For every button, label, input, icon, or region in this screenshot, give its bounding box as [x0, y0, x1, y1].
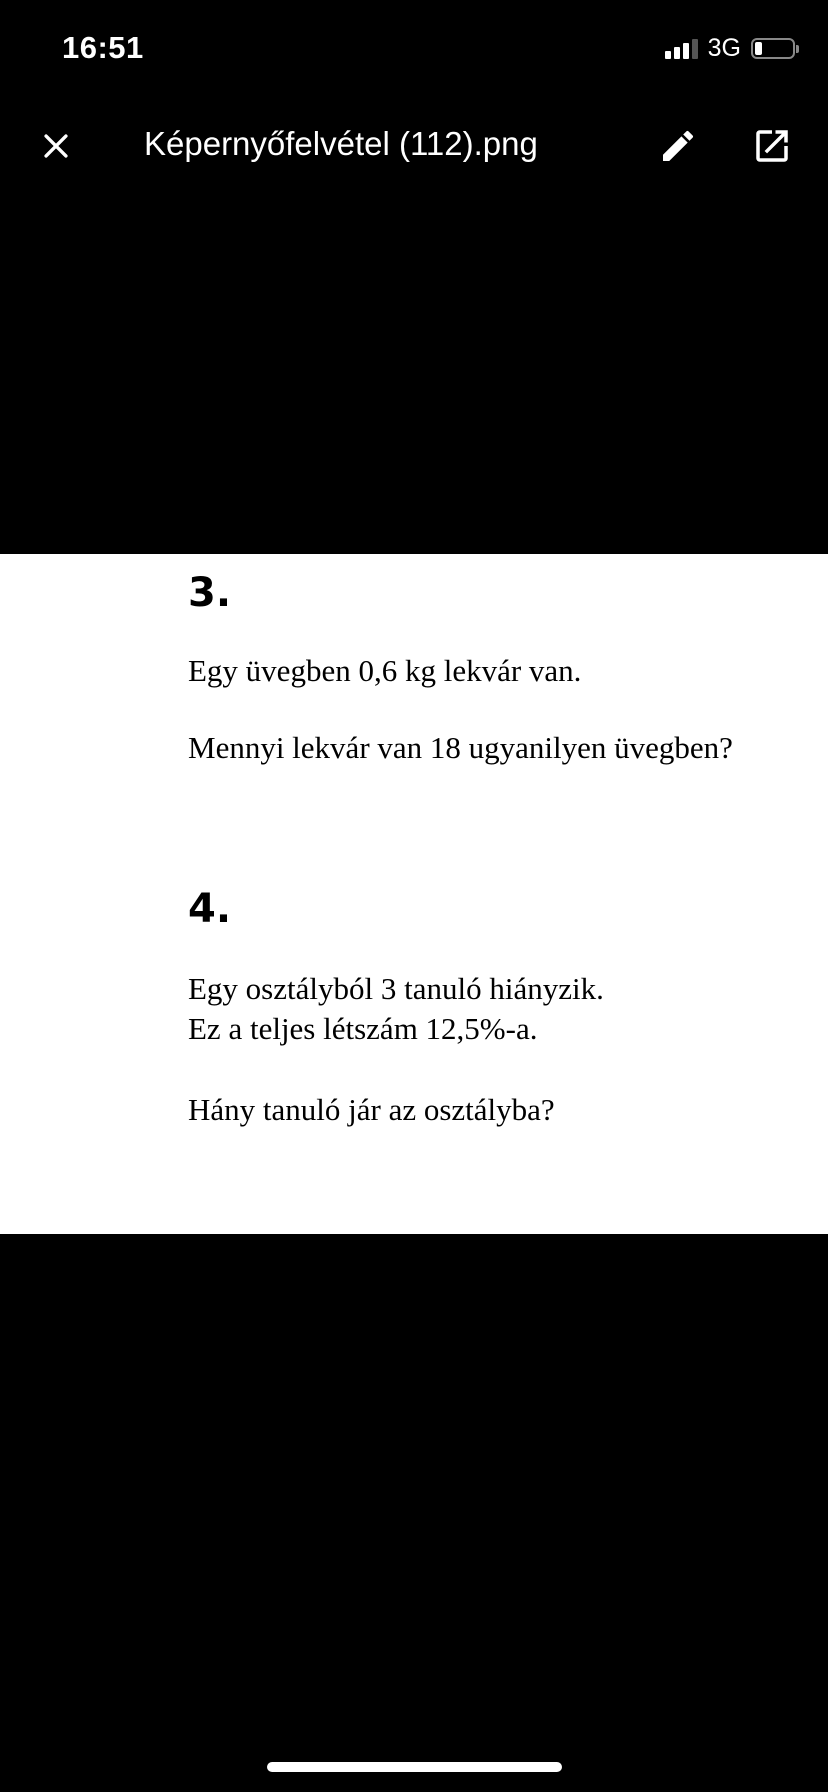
battery-level — [755, 42, 762, 55]
network-type: 3G — [707, 33, 741, 62]
edit-button[interactable] — [652, 120, 704, 172]
home-indicator[interactable] — [267, 1762, 562, 1772]
problem-4-number: 4. — [188, 886, 232, 932]
problem-3-number: 3. — [188, 570, 232, 616]
problem-3-question: Mennyi lekvár van 18 ugyanilyen üvegben? — [188, 730, 733, 765]
problem-4-question: Hány tanuló jár az osztályba? — [188, 1092, 555, 1127]
signal-icon — [665, 37, 698, 59]
status-time: 16:51 — [62, 30, 144, 65]
problem-4-statement-line1: Egy osztályból 3 tanuló hiányzik. — [188, 971, 604, 1006]
status-indicators — [665, 34, 795, 62]
pencil-icon — [658, 126, 698, 166]
open-external-button[interactable] — [746, 120, 798, 172]
problem-4-statement-line2: Ez a teljes létszám 12,5%-a. — [188, 1011, 538, 1046]
open-external-icon — [751, 125, 793, 167]
preview-image[interactable] — [0, 554, 828, 1234]
file-title: Képernyőfelvétel (112).png — [144, 125, 538, 162]
problem-3-statement: Egy üvegben 0,6 kg lekvár van. — [188, 653, 582, 688]
close-button[interactable] — [30, 120, 82, 172]
close-icon — [39, 129, 73, 163]
battery-icon — [751, 38, 795, 59]
viewer-toolbar — [0, 108, 828, 180]
